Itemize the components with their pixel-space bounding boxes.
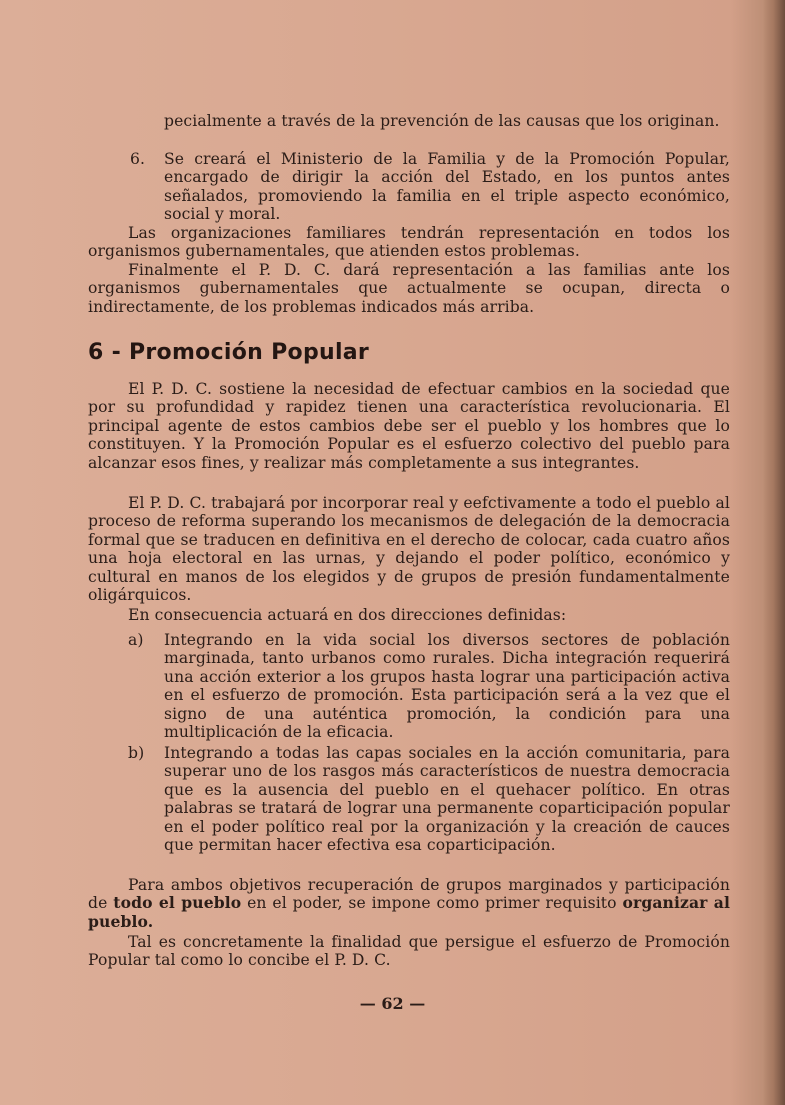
- paragraph-text: Finalmente el P. D. C. dará representación a las familias ante los organismos gubernamentales que actualmente se ocupan, directa o indirectamente, de los problemas indicados más arriba.: [88, 261, 730, 316]
- paragraph-text: En consecuencia actuará en dos direcciones definidas:: [128, 606, 567, 624]
- paragraph-text: El P. D. C. trabajará por incorporar real y eefctivamente a todo el pueblo al proceso de reforma superando los mecanismos de delegación de la democracia formal que se traducen en definitiva en el derecho de colocar, cada cuatro años una hoja electoral en las urnas, y dejando el poder político, económico y cultural en manos de los elegidos y de grupos de presión fundamentalmente oligárquicos.: [88, 494, 730, 605]
- list-label-a: a): [128, 631, 144, 649]
- list-number-6: 6.: [130, 150, 146, 168]
- list-text-6: Se creará el Ministerio de la Familia y de la Promoción Popular, encargado de dirigir la acción del Estado, en los puntos antes señalados, promoviendo la familia en el triple aspecto económico, social y moral.: [164, 150, 730, 224]
- paragraph-4: [88, 876, 730, 931]
- list-item-a: [128, 631, 730, 742]
- bold-phrase: organizar al pueblo.: [88, 893, 731, 931]
- paragraph-finalmente: [88, 261, 730, 316]
- paragraph-text: Tal es concretamente la finalidad que persigue el esfuerzo de Promoción Popular tal como lo concibe el P. D. C.: [88, 933, 730, 970]
- paragraph-organizaciones: [88, 224, 730, 261]
- list-text-a: Integrando en la vida social los diversos sectores de población marginada, tanto urbanos como rurales. Dicha integración requerirá una acción exterior a los grupos hasta lograr una participación activa en el esfuerzo de promoción. Esta participación será a la vez que el signo de una auténtica promoción, la condición para una multiplicación de la eficacia.: [164, 631, 730, 742]
- paragraph-1: [88, 380, 730, 472]
- paragraph-text: Para ambos objetivos recuperación de grupos marginados y participación de: [88, 876, 730, 913]
- continued-paragraph: [164, 112, 730, 130]
- paragraph-3: [88, 606, 730, 624]
- section-heading: 6 - Promoción Popular: [88, 340, 370, 365]
- list-text-b: Integrando a todas las capas sociales en la acción comunitaria, para superar uno de los rasgos más característicos de nuestra democracia que es la ausencia del pueblo en el quehacer político. En otras palabras se tratará de lograr una permanente coparticipación popular en el poder político real por la organización y la creación de cauces que permitan hacer efectiva esa coparticipación.: [164, 744, 730, 855]
- list-label-b: b): [128, 744, 145, 762]
- page-edge-shadow: [763, 0, 785, 1105]
- list-item-b: [128, 744, 730, 855]
- paragraph-2: [88, 494, 730, 604]
- list-item-6: [130, 150, 730, 224]
- paragraph-text: El P. D. C. sostiene la necesidad de efectuar cambios en la sociedad que por su profundidad y rapidez tienen una característica revolucionaria. El principal agente de estos cambios debe ser el pueblo y los hombres que lo constituyen. Y la Promoción Popular es el esfuerzo colectivo del pueblo para alcanzar esos fines, y realizar más completamente a sus integrantes.: [88, 380, 730, 472]
- page-number: — 62 —: [359, 994, 426, 1013]
- bold-phrase: todo el pueblo: [113, 893, 242, 913]
- paragraph-text: Las organizaciones familiares tendrán representación en todos los organismos gubernamentales, que atienden estos problemas.: [88, 224, 730, 261]
- continued-text: pecialmente a través de la prevención de las causas que los originan.: [164, 112, 720, 130]
- paragraph-5: [88, 933, 730, 970]
- paragraph-text: en el poder, se impone como primer requisito: [241, 894, 623, 913]
